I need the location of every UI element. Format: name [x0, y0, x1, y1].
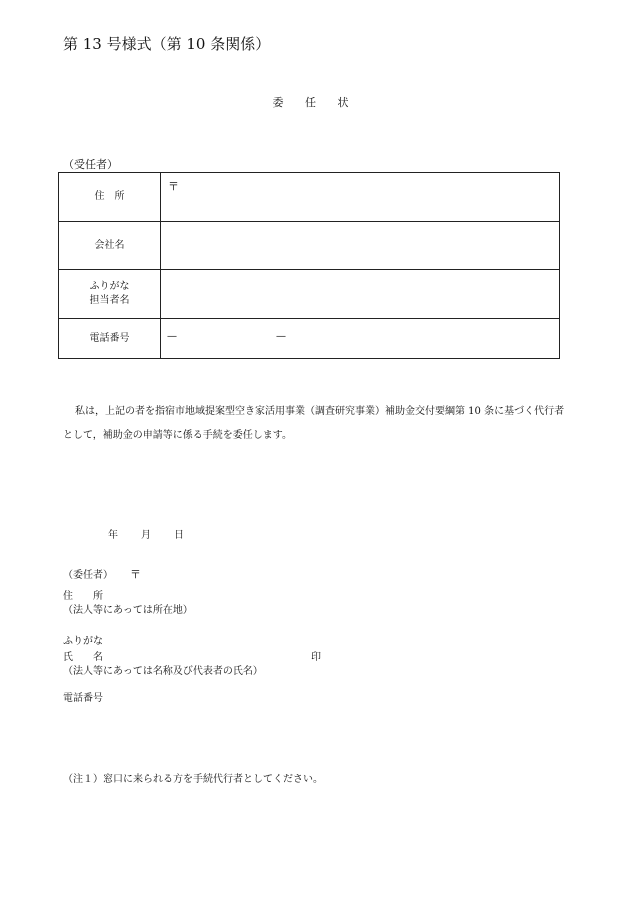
delegator-name-note: （法人等にあっては名称及び代表者の氏名） [63, 666, 263, 677]
delegator-address-label: 住 所 [63, 591, 103, 602]
date-month: 月 [141, 530, 151, 541]
company-name-label: 会社名 [59, 222, 161, 270]
postal-mark: 〒 [168, 180, 179, 193]
delegation-statement: 私は，上記の者を指宿市地域提案型空き家活用事業（調査研究事業）補助金交付要綱第 10 条に基づく代行者として，補助金の申請等に係る手続を委任します。 [63, 406, 565, 441]
address-field[interactable] [161, 173, 560, 222]
phone-field[interactable] [161, 319, 560, 359]
footnote: （注１）窓口に来られる方を手続代行者としてください。 [63, 774, 323, 785]
contact-person-field[interactable] [161, 270, 560, 319]
seal-mark: 印 [311, 652, 321, 663]
company-name-field[interactable] [161, 222, 560, 270]
delegator-phone-label: 電話番号 [63, 693, 103, 704]
delegator-furigana-label: ふりがな [63, 636, 103, 647]
date-year: 年 [108, 530, 118, 541]
delegator-postal-mark: 〒 [130, 568, 141, 581]
date-day: 日 [174, 530, 184, 541]
delegator-address-note: （法人等にあっては所在地） [63, 605, 193, 616]
phone-separator: — [276, 331, 286, 342]
recipient-table [58, 172, 560, 359]
phone-label: 電話番号 [59, 319, 161, 359]
contact-person-label: ふりがな 担当者名 [59, 270, 161, 319]
address-label: 住 所 [59, 173, 161, 222]
document-title: 委 任 状 [272, 96, 358, 109]
recipient-heading: （受任者） [63, 158, 118, 171]
table-row [59, 222, 560, 270]
table-row [59, 270, 560, 319]
phone-separator: — [167, 331, 177, 342]
table-row [59, 173, 560, 222]
delegator-heading: （委任者） [63, 570, 113, 581]
delegator-name-label: 氏 名 [63, 652, 103, 663]
form-number: 第 13 号様式（第 10 条関係） [63, 35, 271, 53]
table-row [59, 319, 560, 359]
